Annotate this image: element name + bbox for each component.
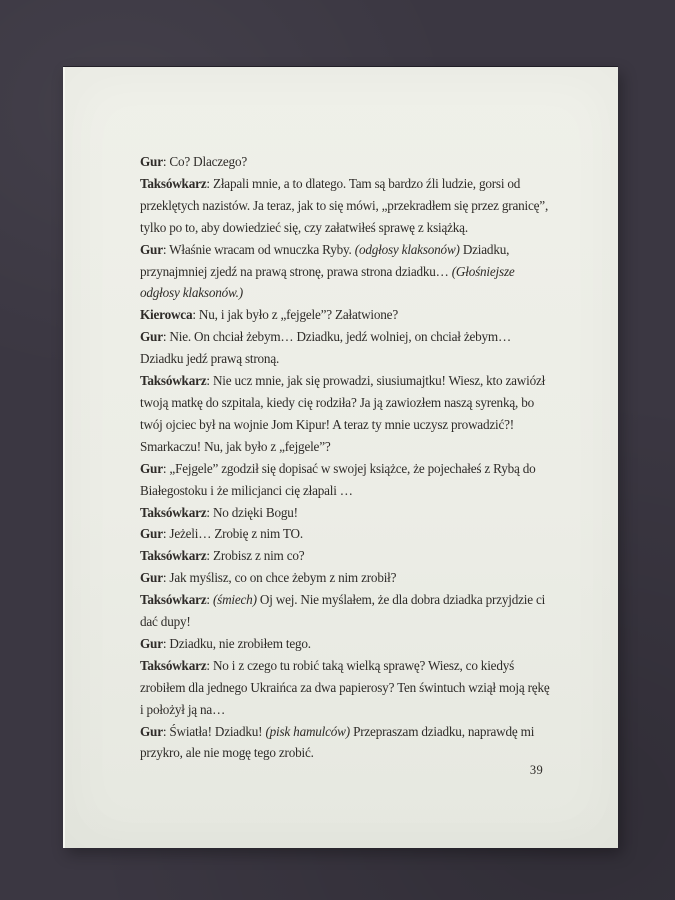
dialogue-line	[140, 348, 600, 370]
speaker-name: Taksówkarz	[140, 175, 207, 191]
dialogue-line	[140, 392, 600, 414]
dialogue-line	[140, 742, 600, 764]
dialogue-line	[140, 655, 600, 677]
dialogue-line	[140, 721, 600, 743]
dialogue-text: dać dupy!	[140, 614, 191, 630]
dialogue-line	[140, 414, 600, 436]
dialogue-line	[140, 370, 600, 392]
stage-direction: (śmiech)	[212, 592, 257, 608]
dialogue-line	[140, 282, 600, 304]
dialogue-line	[140, 567, 600, 589]
dialogue-text: przeklętych nazistów. Ja teraz, jak to się mówi, „przekradłem się przez granicę”,	[140, 197, 549, 213]
dialogue-text: : Jeżeli… Zrobię z nim TO.	[162, 526, 303, 542]
stage-direction: (pisk hamulców)	[265, 723, 350, 739]
dialogue-line	[140, 261, 600, 283]
script-text	[140, 151, 600, 764]
dialogue-line	[140, 699, 600, 721]
dialogue-line	[140, 326, 600, 348]
speaker-name: Taksówkarz	[140, 657, 207, 673]
speaker-name: Taksówkarz	[140, 548, 207, 564]
dialogue-text: przykro, ale nie mogę tego zrobić.	[140, 745, 314, 761]
dialogue-text: Dziadku jedź prawą stroną.	[140, 351, 280, 367]
dialogue-text: Dziadku,	[459, 241, 510, 257]
speaker-name: Taksówkarz	[140, 373, 207, 389]
dialogue-text: : Dziadku, nie zrobiłem tego.	[162, 635, 311, 651]
dialogue-line	[140, 502, 600, 524]
dialogue-text: :	[206, 592, 213, 608]
dialogue-text: Smarkaczu! Nu, jak było z „fejgele”?	[140, 438, 331, 454]
dialogue-text: : Co? Dlaczego?	[162, 154, 248, 169]
dialogue-text: : Właśnie wracam od wnuczka Ryby.	[162, 241, 355, 257]
speaker-name: Taksówkarz	[140, 592, 207, 608]
scanned-page	[63, 67, 618, 848]
dialogue-text: Przepraszam dziadku, naprawdę mi	[349, 723, 535, 739]
dialogue-line	[140, 239, 600, 261]
speaker-name: Gur	[140, 526, 163, 542]
dialogue-text: : Zrobisz z nim co?	[206, 548, 305, 564]
speaker-name: Gur	[140, 241, 163, 257]
dialogue-line	[140, 589, 600, 611]
speaker-name: Gur	[140, 460, 163, 476]
speaker-name: Gur	[140, 570, 163, 586]
dialogue-line	[140, 480, 600, 502]
speaker-name: Kierowca	[140, 307, 193, 323]
dialogue-text: zrobiłem dla jednego Ukraińca za dwa papierosy? Ten świntuch wziął moją rękę	[140, 679, 550, 695]
dialogue-line	[140, 545, 600, 567]
dialogue-text: : Nie ucz mnie, jak się prowadzi, siusiumajtku! Wiesz, kto zawiózł	[206, 373, 546, 389]
dialogue-line	[140, 523, 600, 545]
dialogue-text: : Światła! Dziadku!	[162, 723, 266, 739]
dialogue-text: tylko po to, aby dowiedzieć się, czy załatwiłeś sprawę z książką.	[140, 219, 468, 235]
dialogue-text: : No i z czego tu robić taką wielką sprawę? Wiesz, co kiedyś	[206, 657, 515, 673]
dialogue-line	[140, 173, 600, 195]
speaker-name: Gur	[140, 635, 163, 651]
stage-direction: (odgłosy klaksonów)	[354, 241, 460, 257]
speaker-name: Gur	[140, 723, 163, 739]
dialogue-text: : „Fejgele” zgodził się dopisać w swojej książce, że pojechałeś z Rybą do	[162, 460, 536, 476]
dialogue-text: Białegostoku i że milicjanci cię złapali …	[140, 482, 353, 498]
stage-direction: odgłosy klaksonów.)	[140, 285, 243, 301]
stage-direction: (Głośniejsze	[451, 263, 515, 279]
dialogue-line	[140, 304, 600, 326]
dialogue-line	[140, 436, 600, 458]
dialogue-text: : Nie. On chciał żebym… Dziadku, jedź wolniej, on chciał żebym…	[162, 329, 511, 345]
dialogue-line	[140, 195, 600, 217]
dialogue-text: : Jak myślisz, co on chce żebym z nim zrobił?	[162, 570, 397, 586]
dialogue-line	[140, 151, 600, 173]
dialogue-text: twój ojciec był na wojnie Jom Kipur! A teraz ty mnie uczysz prowadzić?!	[140, 416, 514, 432]
dialogue-text: i położył ją na…	[140, 701, 226, 717]
dialogue-text: : No dzięki Bogu!	[206, 504, 298, 520]
speaker-name: Gur	[140, 329, 163, 345]
dialogue-text: Oj wej. Nie myślałem, że dla dobra dziadka przyjdzie ci	[256, 592, 546, 608]
page-number: 39	[529, 763, 543, 777]
dialogue-text: : Złapali mnie, a to dlatego. Tam są bardzo źli ludzie, gorsi od	[206, 175, 521, 191]
speaker-name: Gur	[140, 154, 163, 169]
dialogue-line	[140, 677, 600, 699]
dialogue-text: : Nu, i jak było z „fejgele”? Załatwione?	[192, 307, 398, 323]
dialogue-line	[140, 611, 600, 633]
dialogue-text: twoją matkę do szpitala, kiedy cię rodziła? Ja ją zawiozłem naszą syrenką, bo	[140, 394, 534, 410]
speaker-name: Taksówkarz	[140, 504, 207, 520]
dialogue-text: przynajmniej zjedź na prawą stronę, prawa strona dziadku…	[140, 263, 452, 279]
dialogue-line	[140, 458, 600, 480]
dialogue-line	[140, 633, 600, 655]
dialogue-line	[140, 217, 600, 239]
